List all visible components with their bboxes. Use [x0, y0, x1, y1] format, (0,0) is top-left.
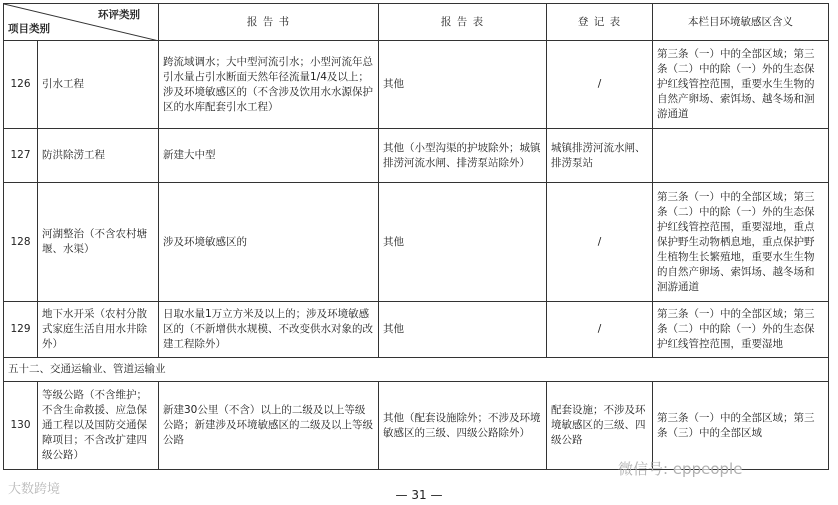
- project-category-label: 项目类别: [8, 23, 50, 35]
- report-table-header: 报 告 表: [379, 4, 547, 41]
- eia-category-table: [3, 3, 829, 470]
- table-row: [4, 302, 829, 358]
- sensitive-area-header: 本栏目环境敏感区含义: [653, 4, 829, 41]
- register-header: 登 记 表: [547, 4, 653, 41]
- report-table-cell: 其他（小型沟渠的护坡除外；城镇排涝河流水闸、排涝泵站除外）: [379, 129, 547, 183]
- sensitive-area-cell: 第三条（一）中的全部区域；第三条（三）中的全部区域: [653, 382, 829, 470]
- sensitive-area-cell: [653, 129, 829, 183]
- register-cell: /: [547, 302, 653, 358]
- register-cell: 城镇排涝河流水闸、排涝泵站: [547, 129, 653, 183]
- report-book-cell: 涉及环境敏感区的: [159, 183, 379, 302]
- section-title: 五十二、交通运输业、管道运输业: [4, 358, 829, 382]
- row-number: 126: [4, 41, 38, 129]
- table-row: [4, 183, 829, 302]
- project-name: 引水工程: [38, 41, 159, 129]
- report-book-cell: 跨流域调水；大中型河流引水；小型河流年总引水量占引水断面天然年径流量1/4及以上；涉及环境敏感区的（不含涉及饮用水水源保护区的水库配套引水工程）: [159, 41, 379, 129]
- watermark-left: 大数跨境: [8, 482, 61, 497]
- row-number: 130: [4, 382, 38, 470]
- report-book-cell: 新建30公里（不含）以上的二级及以上等级公路；新建涉及环境敏感区的二级及以上等级公路: [159, 382, 379, 470]
- table-row: [4, 129, 829, 183]
- register-cell: /: [547, 183, 653, 302]
- row-number: 127: [4, 129, 38, 183]
- table-row: [4, 382, 829, 470]
- report-table-cell: 其他（配套设施除外；不涉及环境敏感区的三级、四级公路除外）: [379, 382, 547, 470]
- report-table-cell: 其他: [379, 302, 547, 358]
- section-row: [4, 358, 829, 382]
- eia-category-label: 环评类别: [98, 9, 140, 21]
- project-name: 防洪除涝工程: [38, 129, 159, 183]
- report-table-cell: 其他: [379, 183, 547, 302]
- project-name: 等级公路（不含维护；不含生命救援、应急保通工程以及国防交通保障项目；不含改扩建四级公路）: [38, 382, 159, 470]
- watermark-right: 微信号: eppeople: [618, 460, 743, 478]
- register-cell: /: [547, 41, 653, 129]
- report-book-header: 报 告 书: [159, 4, 379, 41]
- project-name: 地下水开采（农村分散式家庭生活自用水井除外）: [38, 302, 159, 358]
- page-number: — 31 —: [395, 488, 443, 502]
- sensitive-area-cell: 第三条（一）中的全部区域；第三条（二）中的除（一）外的生态保护红线管控范围，重要湿地，重点保护野生动物栖息地，重点保护野生植物生长繁殖地，重要水生生物的自然产卵场、索饵场、越冬场和洄游通道: [653, 183, 829, 302]
- project-name: 河湖整治（不含农村塘堰、水渠）: [38, 183, 159, 302]
- diagonal-header-cell: [4, 4, 159, 41]
- row-number: 129: [4, 302, 38, 358]
- register-cell: 配套设施；不涉及环境敏感区的三级、四级公路: [547, 382, 653, 470]
- report-table-cell: 其他: [379, 41, 547, 129]
- report-book-cell: 日取水量1万立方米及以上的；涉及环境敏感区的（不新增供水规模、不改变供水对象的改建工程除外）: [159, 302, 379, 358]
- row-number: 128: [4, 183, 38, 302]
- report-book-cell: 新建大中型: [159, 129, 379, 183]
- table-header-row: [4, 4, 829, 41]
- sensitive-area-cell: 第三条（一）中的全部区域；第三条（二）中的除（一）外的生态保护红线管控范围，重要水生生物的自然产卵场、索饵场、越冬场和洄游通道: [653, 41, 829, 129]
- table-row: [4, 41, 829, 129]
- sensitive-area-cell: 第三条（一）中的全部区域；第三条（二）中的除（一）外的生态保护红线管控范围，重要湿地: [653, 302, 829, 358]
